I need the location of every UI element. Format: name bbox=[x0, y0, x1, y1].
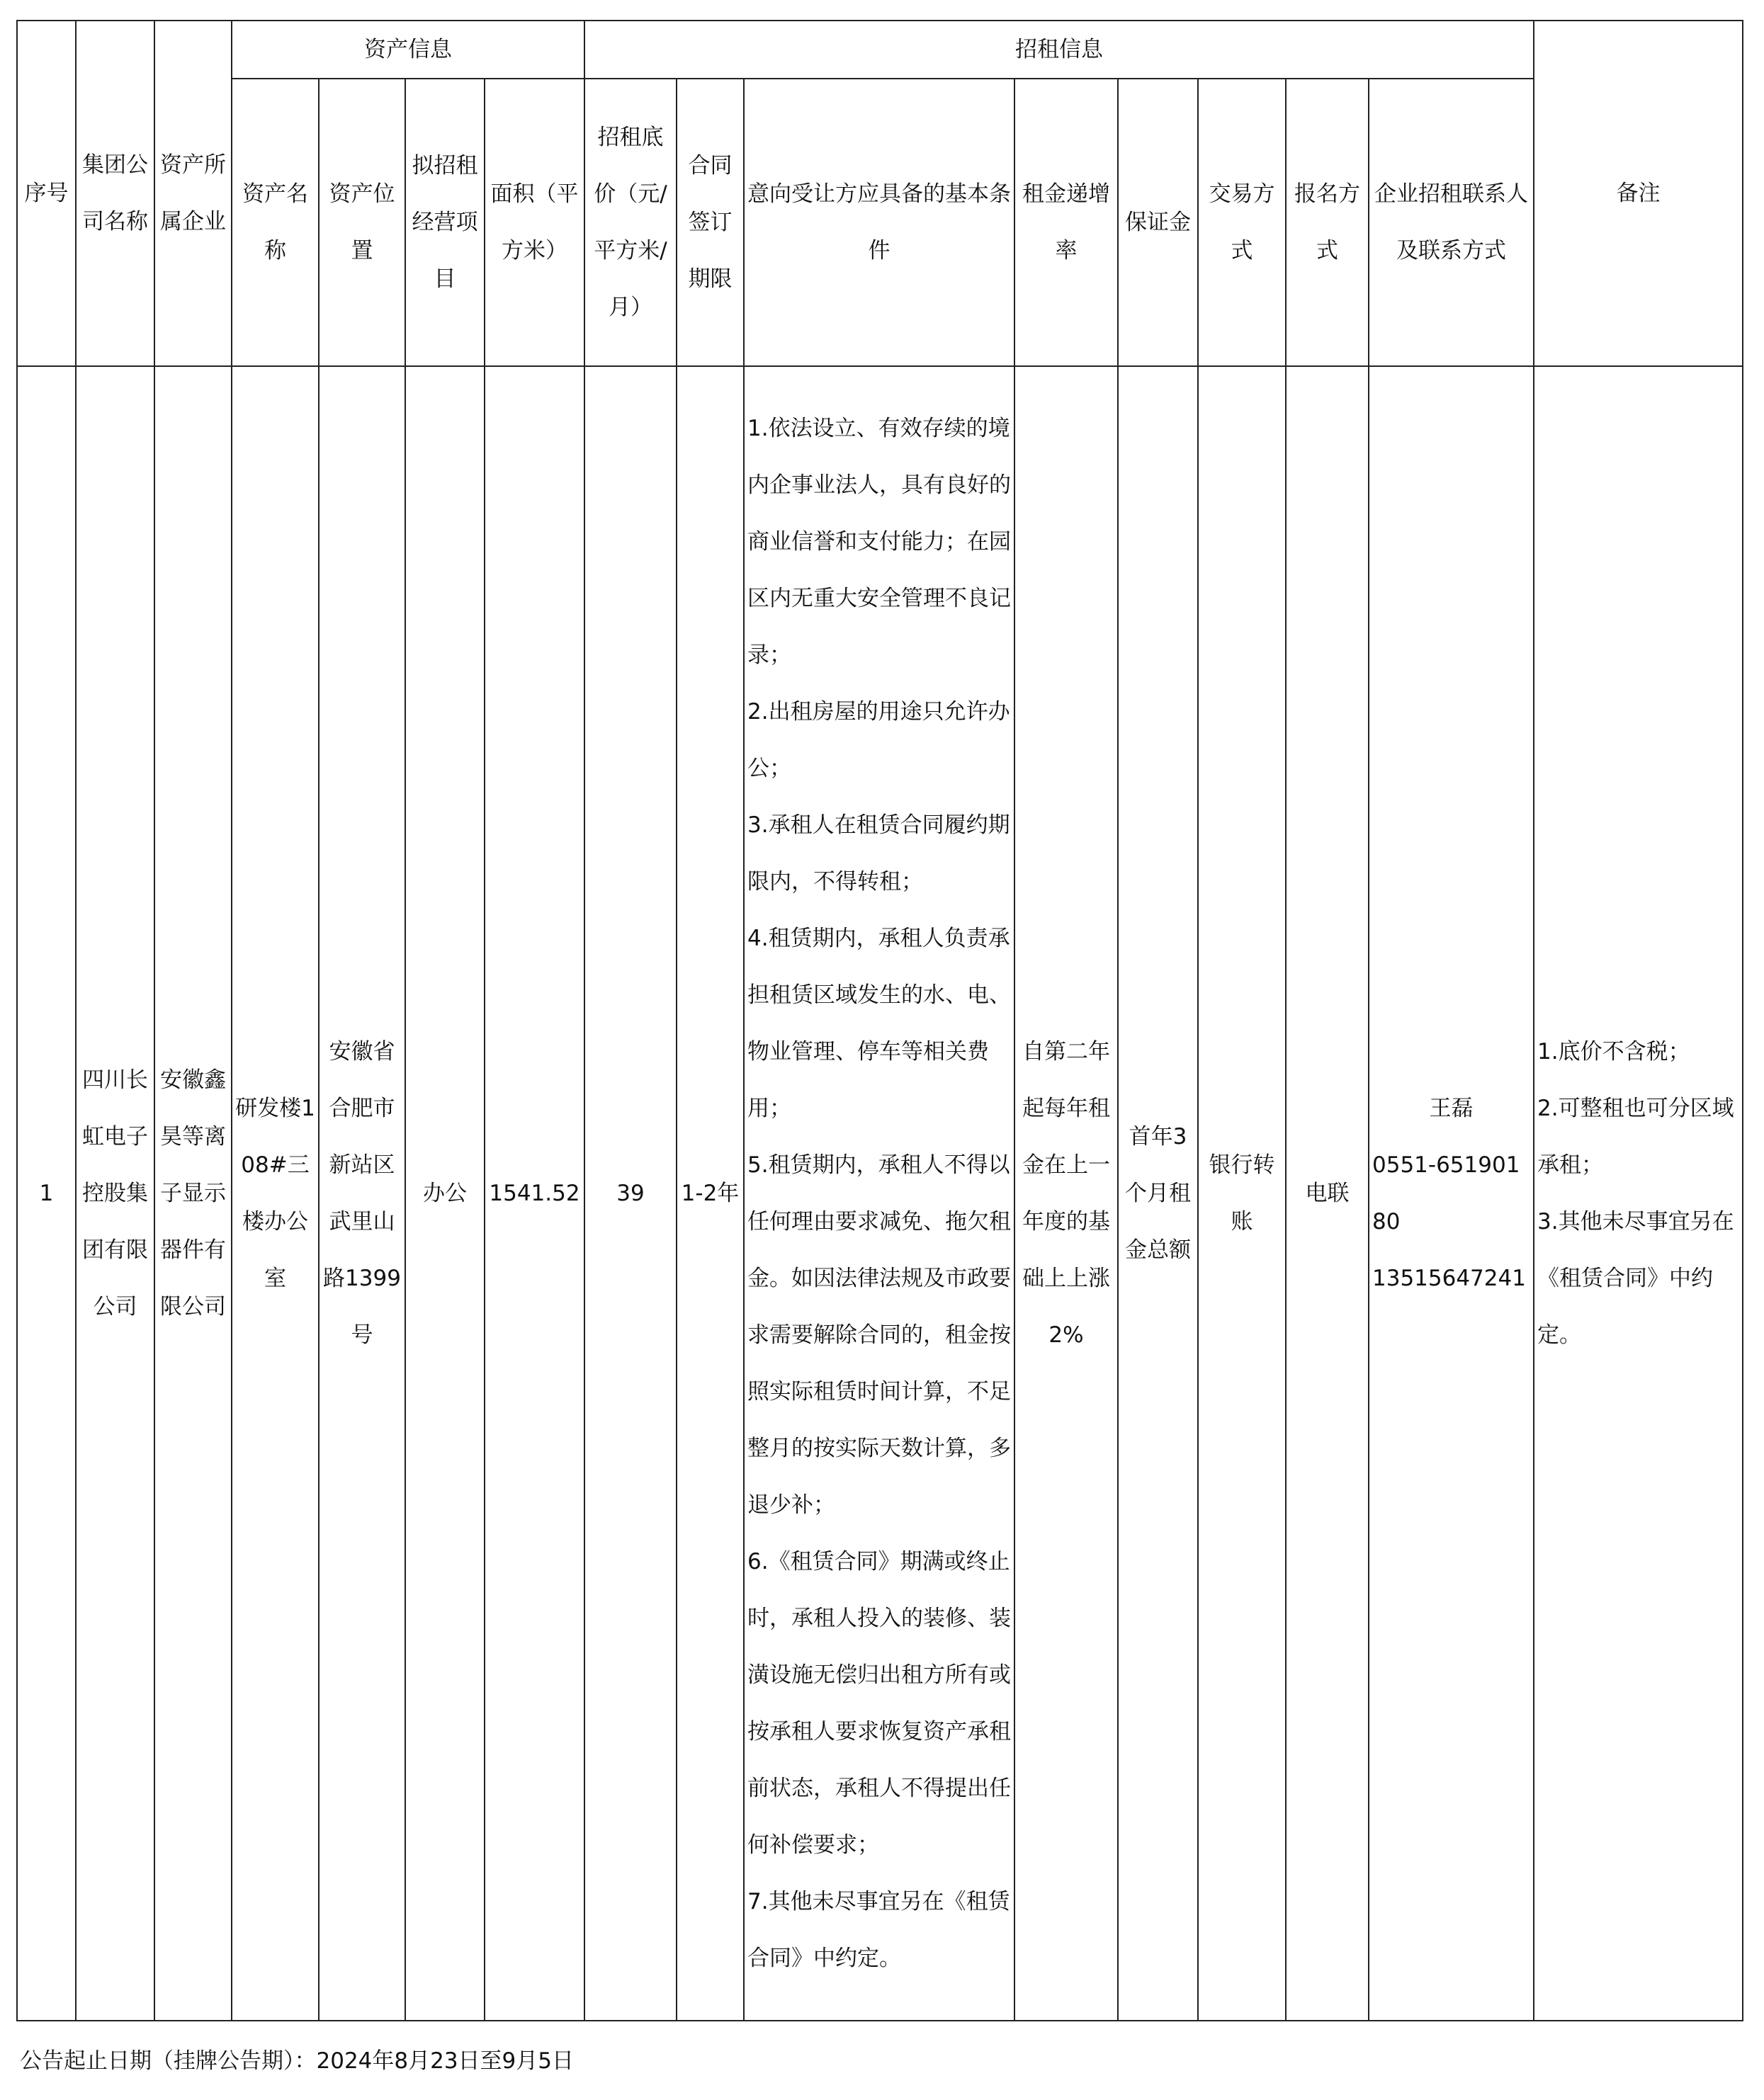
cell-rent-increase: 自第二年起每年租金在上一年度的基础上上涨2% bbox=[1014, 366, 1118, 2021]
header-registration-method: 报名方式 bbox=[1286, 79, 1369, 366]
cell-base-price: 39 bbox=[584, 366, 677, 2021]
header-rent-increase: 租金递增率 bbox=[1014, 79, 1118, 366]
cell-owner-company: 安徽鑫昊等离子显示器件有限公司 bbox=[154, 366, 232, 2021]
condition-item: 7.其他未尽事宜另在《租赁合同》中约定。 bbox=[747, 1889, 1010, 1971]
remark-item: 3.其他未尽事宜另在《租赁合同》中约定。 bbox=[1537, 1209, 1734, 1348]
contact-phone-landline: 0551-65190180 bbox=[1372, 1152, 1520, 1235]
contact-phone-mobile: 13515647241 bbox=[1372, 1266, 1526, 1291]
cell-transaction-method: 银行转账 bbox=[1198, 366, 1286, 2021]
condition-item: 4.租赁期内，承租人负责承担租赁区域发生的水、电、物业管理、停车等相关费用； bbox=[747, 926, 1011, 1121]
cell-conditions bbox=[744, 366, 1014, 2021]
header-contact: 企业招租联系人及联系方式 bbox=[1369, 79, 1534, 366]
condition-item: 1.依法设立、有效存续的境内企事业法人，具有良好的商业信誉和支付能力；在园区内无重大安全管理不良记录； bbox=[747, 416, 1011, 668]
condition-item: 3.承租人在租赁合同履约期限内，不得转租； bbox=[747, 812, 1010, 895]
cell-group-company: 四川长虹电子控股集团有限公司 bbox=[76, 366, 154, 2021]
header-leasing-info-group: 招租信息 bbox=[584, 21, 1534, 79]
cell-contact bbox=[1369, 366, 1534, 2021]
header-group-company: 集团公司名称 bbox=[76, 21, 154, 366]
remark-item: 2.可整租也可分区域承租； bbox=[1537, 1096, 1734, 1178]
header-deposit: 保证金 bbox=[1118, 79, 1198, 366]
header-contract-term: 合同签订期限 bbox=[677, 79, 744, 366]
table-row bbox=[17, 366, 1743, 2021]
header-transaction-method: 交易方式 bbox=[1198, 79, 1286, 366]
cell-asset-location: 安徽省合肥市新站区武里山路1399号 bbox=[319, 366, 405, 2021]
cell-asset-name: 研发楼108#三楼办公室 bbox=[232, 366, 319, 2021]
header-asset-location: 资产位置 bbox=[319, 79, 405, 366]
remark-item: 1.底价不含税； bbox=[1537, 1039, 1690, 1065]
header-base-price: 招租底价（元/平方米/月） bbox=[584, 79, 677, 366]
header-business-item: 拟招租经营项目 bbox=[405, 79, 485, 366]
header-owner-company: 资产所属企业 bbox=[154, 21, 232, 366]
header-asset-info-group: 资产信息 bbox=[232, 21, 584, 79]
cell-seq: 1 bbox=[17, 366, 76, 2021]
cell-deposit: 首年3个月租金总额 bbox=[1118, 366, 1198, 2021]
cell-remarks bbox=[1534, 366, 1743, 2021]
header-area: 面积（平方米） bbox=[485, 79, 584, 366]
contact-name: 王磊 bbox=[1429, 1096, 1474, 1121]
header-seq: 序号 bbox=[17, 21, 76, 366]
header-asset-name: 资产名称 bbox=[232, 79, 319, 366]
announcement-period: 公告起止日期（挂牌公告期）：2024年8月23日至9月5日 bbox=[20, 2048, 575, 2074]
header-conditions: 意向受让方应具备的基本条件 bbox=[744, 79, 1014, 366]
cell-registration-method: 电联 bbox=[1286, 366, 1369, 2021]
cell-area: 1541.52 bbox=[485, 366, 584, 2021]
header-remarks: 备注 bbox=[1534, 21, 1743, 366]
cell-business-item: 办公 bbox=[405, 366, 485, 2021]
leasing-notice-table bbox=[16, 20, 1743, 2021]
condition-item: 2.出租房屋的用途只允许办公； bbox=[747, 699, 1010, 781]
condition-item: 6.《租赁合同》期满或终止时，承租人投入的装修、装潢设施无偿归出租方所有或按承租人要求恢复资产承租前状态，承租人不得提出任何补偿要求； bbox=[747, 1549, 1011, 1858]
cell-contract-term: 1-2年 bbox=[677, 366, 744, 2021]
condition-item: 5.租赁期内，承租人不得以任何理由要求减免、拖欠租金。如因法律法规及市政要求需要解除合同的，租金按照实际租赁时间计算，不足整月的按实际天数计算，多退少补； bbox=[747, 1152, 1011, 1518]
